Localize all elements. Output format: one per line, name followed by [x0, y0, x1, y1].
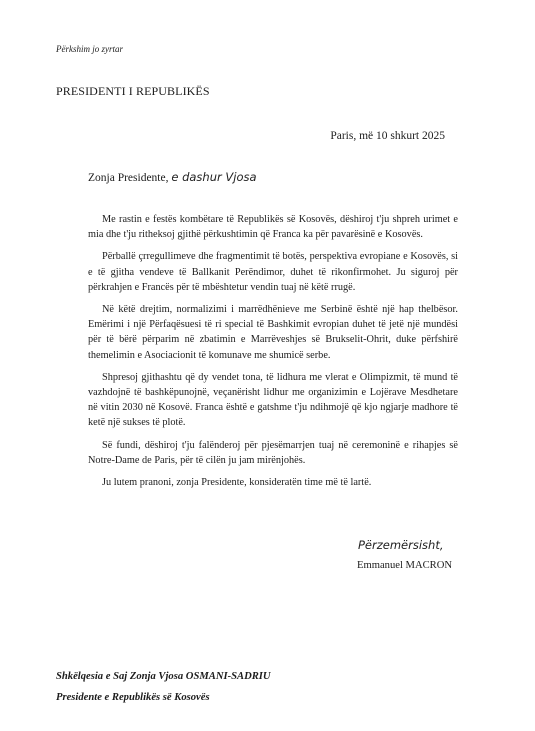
- handwritten-closing: Përzemërsisht,: [358, 538, 444, 552]
- addressee-block: [56, 666, 271, 708]
- paragraph-1: Me rastin e festës kombëtare të Republikës së Kosovës, dëshiroj t'ju shpreh urimet e mia dhe t'ju ritheksoj gjithë përkushtimin që Franca ka për pavarësinë e Kosovës.: [88, 214, 458, 241]
- greeting-handwritten: e dashur Vjosa: [171, 170, 257, 184]
- dateline: Paris, më 10 shkurt 2025: [330, 130, 445, 142]
- greeting: [88, 170, 257, 184]
- paragraph-3: Në këtë drejtim, normalizimi i marrëdhënieve me Serbinë është një hap thelbësor. Emërimi i një Përfaqësuesi të ri special të Bashkimit evropian duhet të jetë një mundësi për të bërë përparim në zbatimin e Marrëveshjes së Brukselit-Ohrit, duke përfshirë themelimin e Asociacionit të komunave me shumicë serbe.: [88, 304, 458, 361]
- addressee-title: Presidente e Republikës së Kosovës: [56, 692, 210, 703]
- paragraph-2: Përballë çrregullimeve dhe fragmentimit të botës, perspektiva evropiane e Kosovës, si e të gjitha vendeve të Ballkanit Perëndimor, duhet të rikonfirmohet. Ju siguroj për përkrahjen e Francës për të mbështetur vendin tuaj në këtë rrugë.: [88, 251, 458, 293]
- translation-note: Përkshim jo zyrtar: [56, 44, 123, 54]
- office-title: PRESIDENTI I REPUBLIKËS: [56, 84, 210, 98]
- paragraph-5: Së fundi, dëshiroj t'ju falënderoj për pjesëmarrjen tuaj në ceremoninë e rihapjes së Notre-Dame de Paris, për të cilën ju jam mirënjohës.: [88, 439, 458, 466]
- letter-body: [88, 212, 458, 497]
- greeting-printed: Zonja Presidente,: [88, 172, 169, 184]
- addressee-name: Shkëlqesia e Saj Zonja Vjosa OSMANI-SADRIU: [56, 671, 271, 682]
- paragraph-4: Shpresoj gjithashtu që dy vendet tona, të lidhura me vlerat e Olimpizmit, të mund të vazhdojnë të bashkëpunojnë, veçanërisht lidhur me organizimin e Lojërave Mesdhetare në vitin 2030 në Kosovë. Franca është e gatshme t'ju ndihmojë që kjo ngjarje madhore të ketë një sukses të plotë.: [88, 371, 458, 429]
- signer-name: Emmanuel MACRON: [357, 560, 453, 571]
- paragraph-6: Ju lutem pranoni, zonja Presidente, konsideratën time më të lartë.: [102, 477, 372, 489]
